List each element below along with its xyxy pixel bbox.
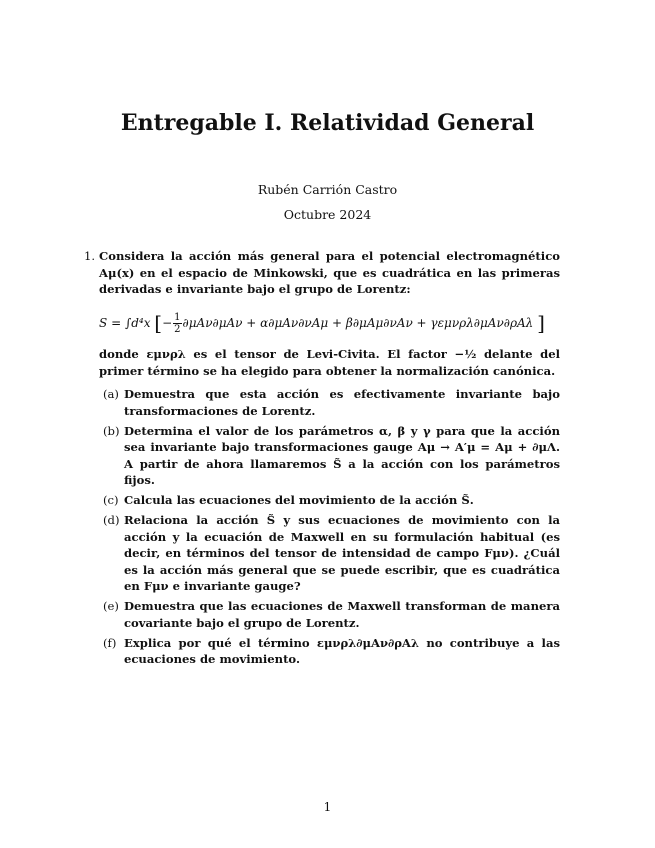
- right-bracket: ]: [537, 311, 545, 335]
- item-text: Demuestra que las ecuaciones de Maxwell transforman de manera covariante bajo el grupo de Lorentz.: [124, 599, 560, 630]
- left-bracket: [: [154, 311, 163, 335]
- list-item: [99, 512, 560, 595]
- problem-1: [84, 248, 560, 298]
- list-item: [99, 635, 560, 668]
- item-text: Determina el valor de los parámetros α, β y γ para que la acción sea invariante bajo transformaciones gauge Aμ → A′μ = Aμ + ∂μΛ. A partir de ahora llamaremos S̃ a la acción con los parámetros fijos.: [124, 423, 560, 487]
- item-label: (f): [103, 635, 117, 650]
- problem-statement: Considera la acción más general para el potencial electromagnético Aμ(x) en el espacio de Minkowski, que es cuadrática en las primeras derivadas e invariante bajo el grupo de Lorentz:: [99, 249, 560, 296]
- fraction-numerator: 1: [174, 312, 181, 323]
- page-number: 1: [323, 800, 332, 814]
- item-text: Calcula las ecuaciones del movimiento de la acción S̃.: [124, 493, 474, 507]
- item-label: (c): [103, 493, 119, 507]
- after-equation-text: donde εμνρλ es el tensor de Levi-Civita. El factor −½ delante del primer término se ha elegido para obtener la normalización canónica.: [99, 347, 560, 378]
- problem-number: 1.: [84, 249, 96, 263]
- equation-terms: ∂μAν∂μAν + α∂μAν∂νAμ + β∂μAμ∂νAν + γεμνρλ∂μAν∂ρAλ: [182, 316, 534, 330]
- item-text: Relaciona la acción S̃ y sus ecuaciones de movimiento con la acción y la ecuación de Maxwell en su formulación habitual (es decir, en términos del tensor de intensidad de campo Fμν). ¿Cuál es la acción más general que se puede escribir, que es cuadrática en Fμν e invariante gauge?: [124, 513, 560, 593]
- date: Octubre 2024: [283, 207, 372, 222]
- subquestion-list: [99, 386, 560, 671]
- fraction-denominator: 2: [174, 324, 181, 335]
- item-text: Explica por qué el término εμνρλ∂μAν∂ρAλ no contribuye a las ecuaciones de movimiento.: [124, 635, 560, 666]
- fraction: [173, 312, 181, 335]
- list-item: [99, 598, 560, 631]
- list-item: [99, 492, 560, 509]
- equation-lhs: S = ∫d⁴x: [99, 316, 151, 330]
- item-label: (a): [103, 387, 119, 401]
- item-label: (d): [103, 513, 120, 527]
- action-equation: S = ∫d⁴x [− $\frac{1}{2}$ ∂μAν∂μAν + α∂μAν∂νAμ + β∂μAμ∂νAν + γεμνρλ∂μAν∂ρAλ ]: [99, 311, 545, 335]
- author: Rubén Carrión Castro: [257, 182, 398, 197]
- document-title: Entregable I. Relatividad General: [120, 110, 535, 136]
- item-label: (e): [103, 599, 119, 613]
- item-text: Demuestra que esta acción es efectivamente invariante bajo transformaciones de Lorentz.: [124, 387, 560, 418]
- list-item: [99, 423, 560, 489]
- list-item: [99, 386, 560, 419]
- item-label: (b): [103, 423, 120, 438]
